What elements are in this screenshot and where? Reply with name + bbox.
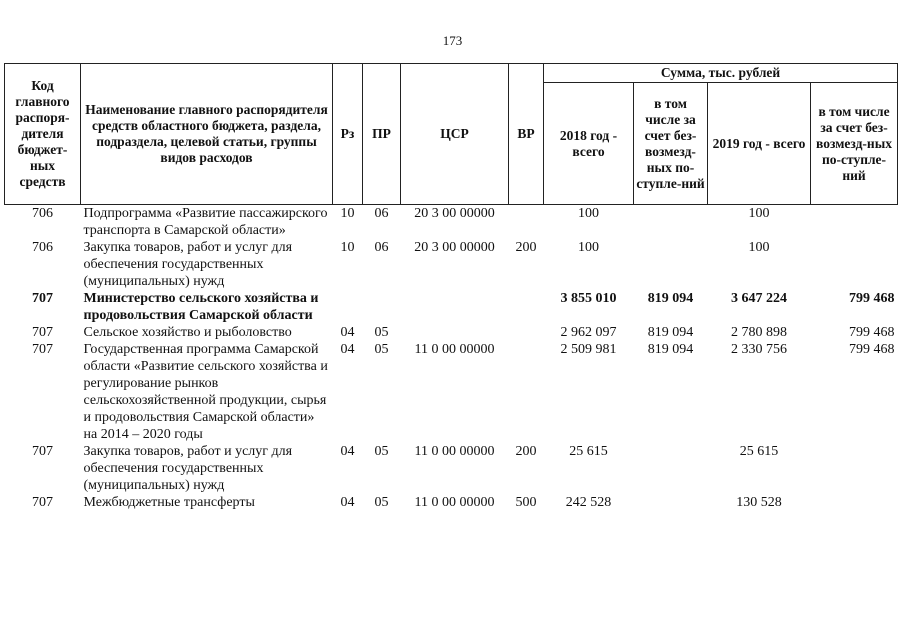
cell-2019-total: 2 330 756 <box>731 342 787 357</box>
cell-vr: 200 <box>515 444 537 459</box>
cell-2018-total: 100 <box>578 240 599 255</box>
cell-rz: 10 <box>340 206 355 221</box>
cell-2018-free <box>634 443 708 494</box>
cell-2018-free: 819 094 <box>647 342 694 357</box>
cell-2019-free: 799 468 <box>849 325 895 340</box>
cell-pr: 05 <box>374 325 389 340</box>
cell-rz: 04 <box>340 495 355 510</box>
cell-2018-total: 242 528 <box>565 495 612 510</box>
cell-name: Закупка товаров, работ и услуг для обеспечения государственных (муниципальных) нужд <box>83 240 293 289</box>
cell-pr: 05 <box>374 444 389 459</box>
cell-code: 707 <box>32 342 53 357</box>
cell-2019-free <box>811 494 898 511</box>
cell-csr: 20 3 00 00000 <box>414 240 495 255</box>
cell-2018-free: 819 094 <box>647 291 694 306</box>
cell-2018-free <box>634 205 708 240</box>
table-row <box>5 290 898 324</box>
cell-csr: 11 0 00 00000 <box>414 342 495 357</box>
cell-vr <box>509 205 544 240</box>
cell-code: 706 <box>32 240 53 255</box>
cell-vr <box>509 341 544 443</box>
cell-2019-total: 3 647 224 <box>731 291 787 306</box>
header-pr: ПР <box>363 64 401 205</box>
budget-table <box>4 63 898 511</box>
header-rz: Рз <box>333 64 363 205</box>
header-2018-total: 2018 год - всего <box>544 83 634 205</box>
cell-2019-free: 799 468 <box>849 342 895 357</box>
cell-rz: 04 <box>340 325 355 340</box>
cell-2019-free <box>811 443 898 494</box>
cell-csr <box>401 290 509 324</box>
cell-2019-total: 100 <box>748 240 770 255</box>
cell-2018-total: 25 615 <box>569 444 608 459</box>
cell-2019-total: 25 615 <box>739 444 779 459</box>
cell-2019-total: 130 528 <box>736 495 782 510</box>
cell-csr: 11 0 00 00000 <box>414 444 495 459</box>
cell-pr: 06 <box>374 240 389 255</box>
header-2019-total: 2019 год - всего <box>708 83 811 205</box>
cell-name: Государственная программа Самарской области «Развитие сельского хозяйства и регулирование рынков сельскохозяйственной продукции, сырья и продовольствия Самарской области» на 2014 – 2020 годы <box>83 342 328 442</box>
table-row <box>5 494 898 511</box>
cell-2018-free: 819 094 <box>647 325 694 340</box>
cell-pr: 05 <box>374 342 389 357</box>
table-row <box>5 341 898 443</box>
header-sum-group: Сумма, тыс. рублей <box>544 64 898 83</box>
cell-pr <box>363 290 401 324</box>
header-vr: ВР <box>509 64 544 205</box>
cell-vr: 500 <box>515 495 537 510</box>
cell-2019-free <box>811 239 898 290</box>
cell-rz: 10 <box>340 240 355 255</box>
cell-csr: 20 3 00 00000 <box>414 206 495 221</box>
cell-name: Подпрограмма «Развитие пассажирского транспорта в Самарской области» <box>83 206 328 238</box>
cell-name: Министерство сельского хозяйства и продовольствия Самарской области <box>83 291 319 323</box>
cell-code: 707 <box>32 291 53 306</box>
cell-code: 707 <box>32 444 53 459</box>
cell-2019-total: 100 <box>748 206 770 221</box>
cell-2018-free <box>634 494 708 511</box>
cell-2018-total: 2 509 981 <box>560 342 617 357</box>
cell-code: 707 <box>32 495 53 510</box>
table-row <box>5 443 898 494</box>
cell-name: Межбюджетные трансферты <box>83 495 255 510</box>
cell-rz: 04 <box>340 342 355 357</box>
cell-vr: 200 <box>515 240 537 255</box>
cell-code: 706 <box>32 206 53 221</box>
cell-rz: 04 <box>340 444 355 459</box>
page-number: 173 <box>442 33 463 48</box>
header-code: Код главного распоря-дителя бюджет-ных средств <box>5 64 81 205</box>
cell-vr <box>509 290 544 324</box>
cell-csr <box>401 324 509 341</box>
header-csr: ЦСР <box>401 64 509 205</box>
cell-2018-free <box>634 239 708 290</box>
cell-rz <box>333 290 363 324</box>
cell-2018-total: 2 962 097 <box>560 325 617 340</box>
header-2019-free: в том числе за счет без-возмезд-ных по-ступле-ний <box>811 83 898 205</box>
cell-code: 707 <box>32 325 53 340</box>
cell-2019-free: 799 468 <box>849 291 895 306</box>
cell-2018-total: 100 <box>578 206 599 221</box>
cell-pr: 06 <box>374 206 389 221</box>
cell-2019-total: 2 780 898 <box>731 325 787 340</box>
cell-name: Закупка товаров, работ и услуг для обеспечения государственных (муниципальных) нужд <box>83 444 293 493</box>
table-row <box>5 239 898 290</box>
header-2018-free: в том числе за счет без-возмезд-ных по-ступле-ний <box>634 83 708 205</box>
table-row <box>5 324 898 341</box>
cell-name: Сельское хозяйство и рыболовство <box>83 325 292 340</box>
cell-vr <box>509 324 544 341</box>
cell-csr: 11 0 00 00000 <box>414 495 495 510</box>
table-row <box>5 205 898 240</box>
cell-2019-free <box>811 205 898 240</box>
cell-2018-total: 3 855 010 <box>560 291 617 306</box>
cell-pr: 05 <box>374 495 389 510</box>
header-name: Наименование главного распорядителя средств областного бюджета, раздела, подраздела, целевой статьи, группы видов расходов <box>81 64 333 205</box>
